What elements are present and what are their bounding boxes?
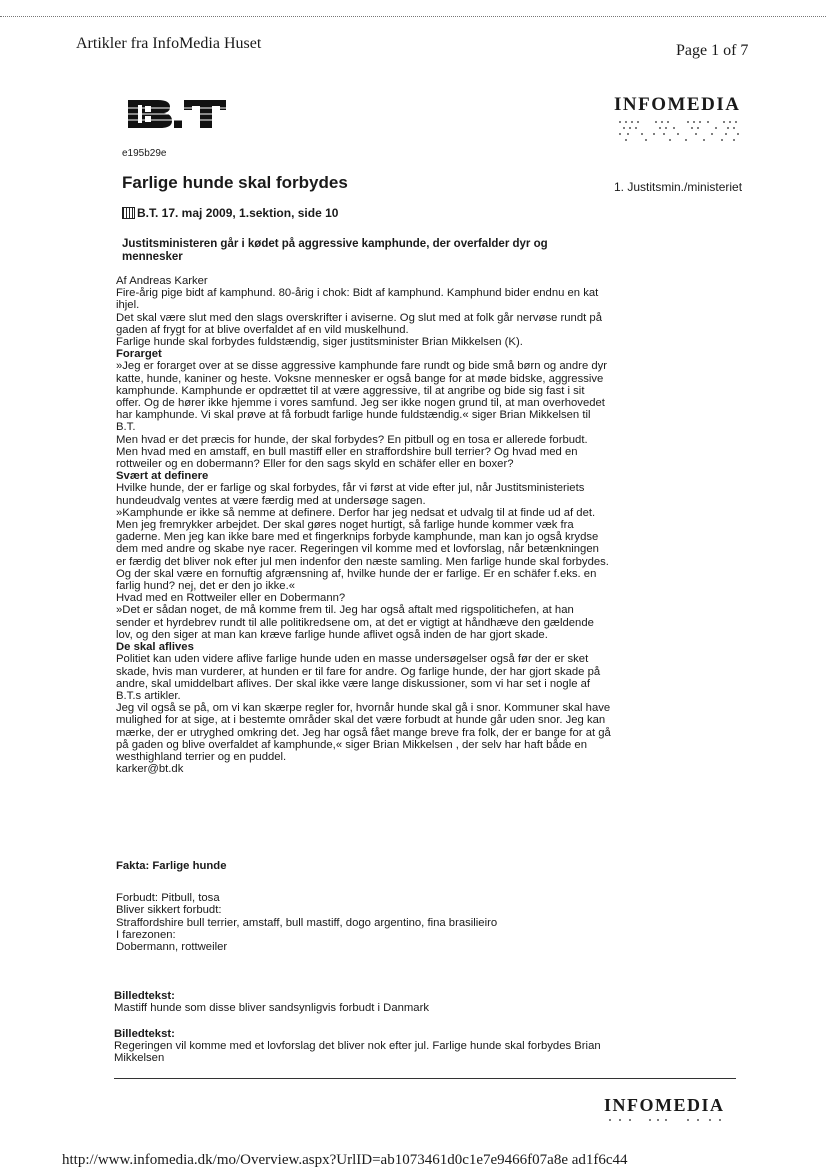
infomedia-footer-logo: INFOMEDIA (604, 1095, 725, 1115)
body-paragraph: Fire-årig pige bidt af kamphund. 80-årig i chok: Bidt af kamphund. Kamphund bider endnu en kat ihjel. (116, 287, 599, 312)
section-subheading: Forarget (116, 348, 162, 361)
print-top-border (0, 16, 826, 17)
fakta-line: Forbudt: Pitbull, tosa (116, 892, 220, 905)
article-source-line (122, 206, 338, 220)
article-body (116, 275, 611, 775)
fakta-title: Fakta: Farlige hunde (116, 860, 227, 872)
body-paragraph: Men hvad er det præcis for hunde, der skal forbydes? En pitbull og en tosa er allerede forbudt. (116, 433, 588, 446)
fakta-line: Straffordshire bull terrier, amstaff, bull mastiff, dogo argentino, fina brasilieiro (116, 916, 498, 929)
body-paragraph: Hvad med en Rottweiler eller en Dobermann? (116, 592, 346, 605)
body-paragraph: »Kamphunde er ikke så nemme at definere. Derfor har jeg nedsat et udvalg til at finde ud af det. Men jeg fremrykker arbejdet. Der skal gøres noget hurtigt, så farlige hunde kommer væk fra gaderne. Men jeg kan ikke bare med et fingerknips forbyde kamphunde, man kan jo også krydse dem med andre og skabe nye racer. Regeringen vil komme med et lovforslag, når betænkningen er færdig det bliver nok efter jul men indenfor den næste samling. Men farlige hunde skal forbydes. Og der skal være en fornuftig afgrænsning af, hvilke hunde der er farlige. Er en schäfer f.eks. en farlig hund? nej, det er den jo ikke.« (116, 506, 609, 593)
caption-text: Mastiff hunde som disse bliver sandsynligvis forbudt i Danmark (114, 1002, 429, 1015)
image-caption (114, 990, 609, 1014)
source-url[interactable]: http://www.infomedia.dk/mo/Overview.aspx?UrlID=ab1073461d0c1e7e9466f07a8e ad1f6c44 (62, 1152, 628, 1168)
infomedia-dot-pattern (616, 118, 742, 144)
infomedia-footer-dots (606, 1117, 726, 1123)
article-category: 1. Justitsmin./ministeriet (614, 180, 743, 194)
body-paragraph: karker@bt.dk (116, 763, 184, 776)
print-page-number: Page 1 of 7 (676, 42, 749, 59)
image-caption (114, 1028, 609, 1065)
article-lead: Justitsministeren går i kødet på aggressive kamphunde, der overfalder dyr og mennesker (122, 238, 548, 263)
fakta-line: I farezonen: (116, 928, 176, 941)
body-paragraph: Men hvad med en amstaff, en bull mastiff eller en straffordshire bull terrier? Og hvad med en rottweiler og en dobermann? Eller for den sags skyld en schäfer eller en boxer? (116, 445, 578, 471)
document-icon (122, 207, 135, 219)
section-subheading: Svært at definere (116, 470, 209, 483)
footer-divider (114, 1078, 736, 1079)
body-paragraph: »Det er sådan noget, de må komme frem til. Jeg har også aftalt med rigspolitichefen, at han sender et hyrdebrev rundt til alle politikredsene om, at det er vigtigt at håndhæve den gældende lov, og den siger at man kan kræve farlige hunde aflivet også inden de har gjort skade. (116, 604, 594, 641)
bt-newspaper-logo (126, 98, 228, 130)
fakta-lines (116, 892, 611, 953)
source-text: B.T. 17. maj 2009, 1.sektion, side 10 (137, 206, 339, 220)
infomedia-logo: INFOMEDIA (614, 94, 741, 115)
section-subheading: De skal aflives (116, 641, 194, 654)
body-paragraph: Hvilke hunde, der er farlige og skal forbydes, får vi først at vide efter jul, når Justitsministeriets hundeudvalg ventes at være færdig med at undersøge sagen. (116, 482, 585, 507)
fakta-box (116, 860, 611, 953)
body-paragraph: Politiet kan uden videre aflive farlige hunde uden en masse undersøgelser også før der er sket skade, hvis man vurderer, at hunden er til fare for andre. Og farlige hunde, der har gjort skade på andre, skal umiddelbart aflives. Der skal ikke være lange diskussioner, som vi har set i nogle af B.T.s artikler. (116, 653, 601, 702)
caption-label: Billedtekst: (114, 990, 175, 1002)
caption-label: Billedtekst: (114, 1028, 175, 1040)
fakta-line: Bliver sikkert forbudt: (116, 904, 222, 917)
article-title: Farlige hunde skal forbydes (122, 173, 348, 192)
body-paragraph: Farlige hunde skal forbydes fuldstændig, siger justitsminister Brian Mikkelsen (K). (116, 336, 523, 349)
print-header-title: Artikler fra InfoMedia Huset (76, 35, 262, 52)
body-paragraph: Af Andreas Karker (116, 275, 208, 287)
fakta-line: Dobermann, rottweiler (116, 941, 228, 954)
caption-text: Regeringen vil komme med et lovforslag det bliver nok efter jul. Farlige hunde skal forbydes Brian Mikkelsen (114, 1040, 601, 1065)
body-paragraph: Det skal være slut med den slags overskrifter i aviserne. Og slut med at folk går nervøse rundt på gaden af frygt for at blive overfaldet af en vild muskelhund. (116, 311, 602, 336)
body-paragraph: Jeg vil også se på, om vi kan skærpe regler for, hvornår hunde skal gå i snor. Kommuner skal have mulighed for at sige, at i bestemte områder skal det være forbudt at hunde går uden snor. Jeg kan mærke, der er utryghed omkring det. Jeg har også fået mange breve fra folk, der er bange for at gå på gaden og blive overfaldet af kamphunde,« siger Brian Mikkelsen , der selv har haft både en westhighland terrier og en puddel. (116, 702, 611, 763)
body-paragraph: »Jeg er forarget over at se disse aggressive kamphunde fare rundt og bide små børn og andre dyr katte, hunde, kaniner og heste. Voksne mennesker er også bange for at møde bidske, aggressive kamphunde. Kamphunde er opdrættet til at være aggressive, til at angribe og bide sig fast i sit offer. Og de hører ikke hjemme i vores samfund. Jeg ser ikke nogen grund til, at man overhovedet har kamphunde. Vi skal prøve at få forbudt farlige hunde fuldstændig.« siger Brian Mikkelsen til B.T. (116, 360, 608, 434)
document-id: e195b29e (122, 148, 167, 159)
